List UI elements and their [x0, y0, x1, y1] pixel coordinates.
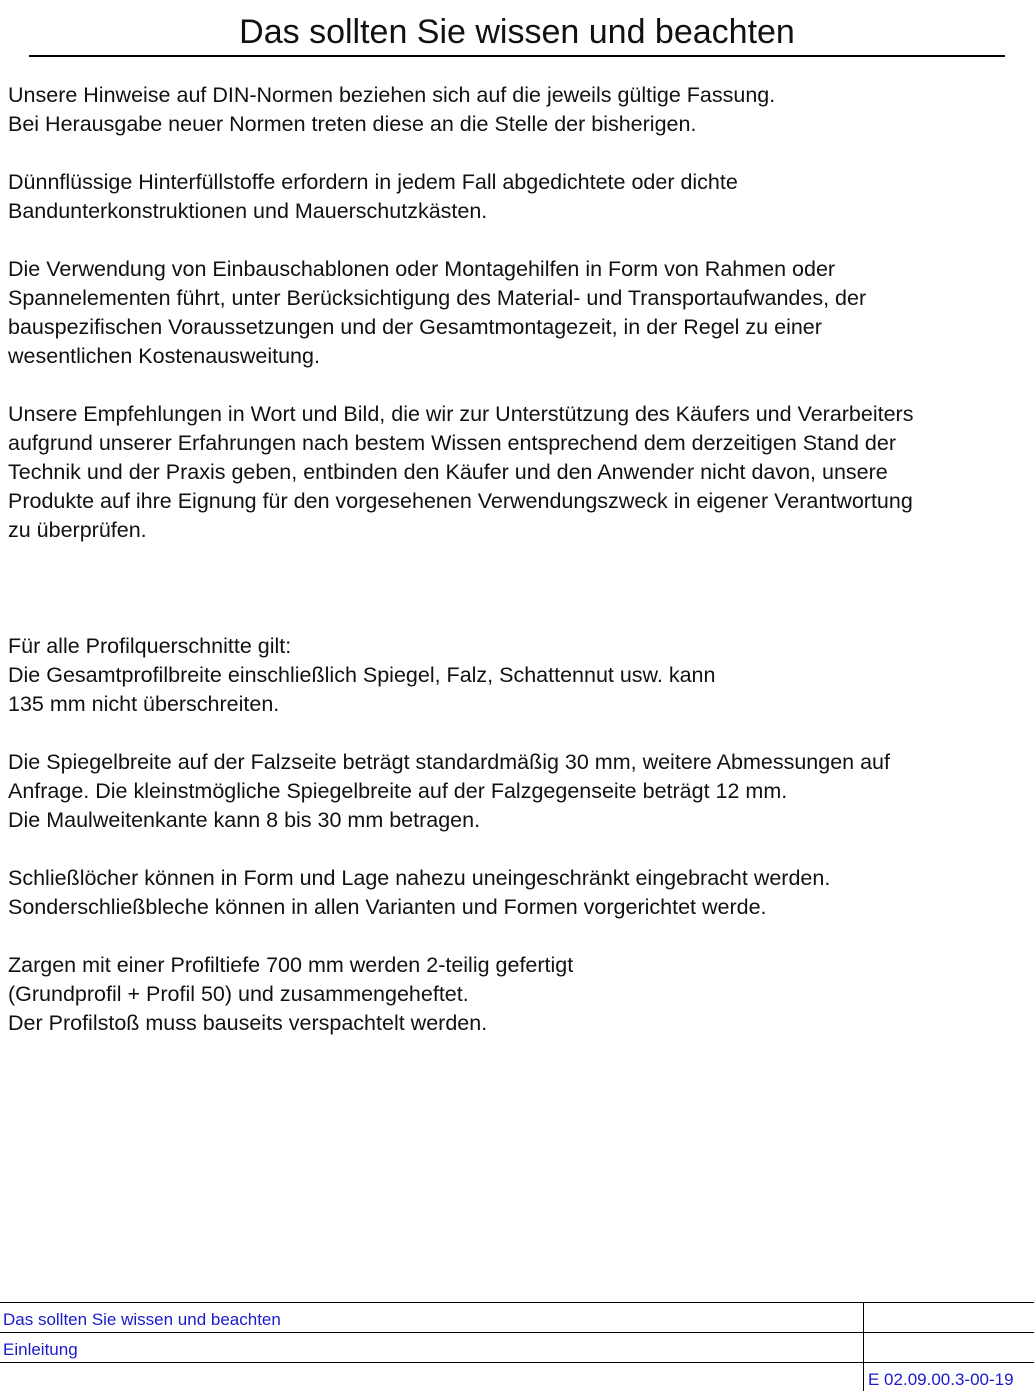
text-line: Die Spiegelbreite auf der Falzseite beträgt standardmäßig 30 mm, weitere Abmessungen auf [8, 750, 890, 774]
footer-column-divider [863, 1303, 864, 1391]
text-line: Die Verwendung von Einbauschablonen oder Montagehilfen in Form von Rahmen oder [8, 257, 836, 281]
text-line: aufgrund unserer Erfahrungen nach bestem Wissen entsprechend dem derzeitigen Stand der [8, 431, 897, 455]
footer-row-chapter [0, 1333, 1034, 1363]
text-line: Unsere Empfehlungen in Wort und Bild, die wir zur Unterstützung des Käufers und Verarbeiters [8, 402, 914, 426]
text-line: Der Profilstoß muss bauseits verspachtelt werden. [8, 1011, 488, 1035]
text-line: Anfrage. Die kleinstmögliche Spiegelbreite auf der Falzgegenseite beträgt 12 mm. [8, 779, 788, 803]
text-line: Die Gesamtprofilbreite einschließlich Spiegel, Falz, Schattennut usw. kann [8, 663, 716, 687]
paragraph-hinterfuellstoffe [8, 168, 1028, 226]
text-line: Bei Herausgabe neuer Normen treten diese an die Stelle der bisherigen. [8, 112, 697, 136]
paragraph-schliessloecher [8, 864, 1028, 922]
footer-chapter: Einleitung [3, 1340, 78, 1359]
spacer [8, 574, 1028, 632]
text-line: Spannelementen führt, unter Berücksichtigung des Material- und Transportaufwandes, der [8, 286, 867, 310]
paragraph-empfehlungen [8, 400, 1028, 545]
text-line: wesentlichen Kostenausweitung. [8, 344, 320, 368]
paragraph-profilquerschnitte [8, 632, 1028, 719]
text-line: Zargen mit einer Profiltiefe 700 mm werden 2-teilig gefertigt [8, 953, 574, 977]
text-line: Die Maulweitenkante kann 8 bis 30 mm betragen. [8, 808, 481, 832]
footer-row-title [0, 1303, 1034, 1333]
page-title: Das sollten Sie wissen und beachten [239, 13, 795, 51]
footer-document-code: E 02.09.00.3-00-19 [868, 1370, 1014, 1389]
text-line: 135 mm nicht überschreiten. [8, 692, 280, 716]
text-line: Sonderschließbleche können in allen Varianten und Formen vorgerichtet werde. [8, 895, 767, 919]
footer-section-title: Das sollten Sie wissen und beachten [3, 1310, 281, 1329]
paragraph-einbauschablonen [8, 255, 1028, 371]
text-line: Schließlöcher können in Form und Lage nahezu uneingeschränkt eingebracht werden. [8, 866, 831, 890]
text-line: (Grundprofil + Profil 50) und zusammengeheftet. [8, 982, 469, 1006]
text-line: bauspezifischen Voraussetzungen und der Gesamtmontagezeit, in der Regel zu einer [8, 315, 822, 339]
text-line: Technik und der Praxis geben, entbinden den Käufer und den Anwender nicht davon, unsere [8, 460, 888, 484]
paragraph-spiegelbreite [8, 748, 1028, 835]
text-line: zu überprüfen. [8, 518, 147, 542]
body-content [8, 81, 1028, 1067]
paragraph-din-normen [8, 81, 1028, 139]
text-line: Für alle Profilquerschnitte gilt: [8, 634, 292, 658]
footer-table [0, 1302, 1034, 1391]
text-line: Produkte auf ihre Eignung für den vorgesehenen Verwendungszweck in eigener Verantwortung [8, 489, 913, 513]
text-line: Bandunterkonstruktionen und Mauerschutzkästen. [8, 199, 488, 223]
text-line: Unsere Hinweise auf DIN-Normen beziehen sich auf die jeweils gültige Fassung. [8, 83, 776, 107]
text-line: Dünnflüssige Hinterfüllstoffe erfordern in jedem Fall abgedichtete oder dichte [8, 170, 738, 194]
paragraph-zargen [8, 951, 1028, 1038]
title-underline [29, 55, 1005, 57]
